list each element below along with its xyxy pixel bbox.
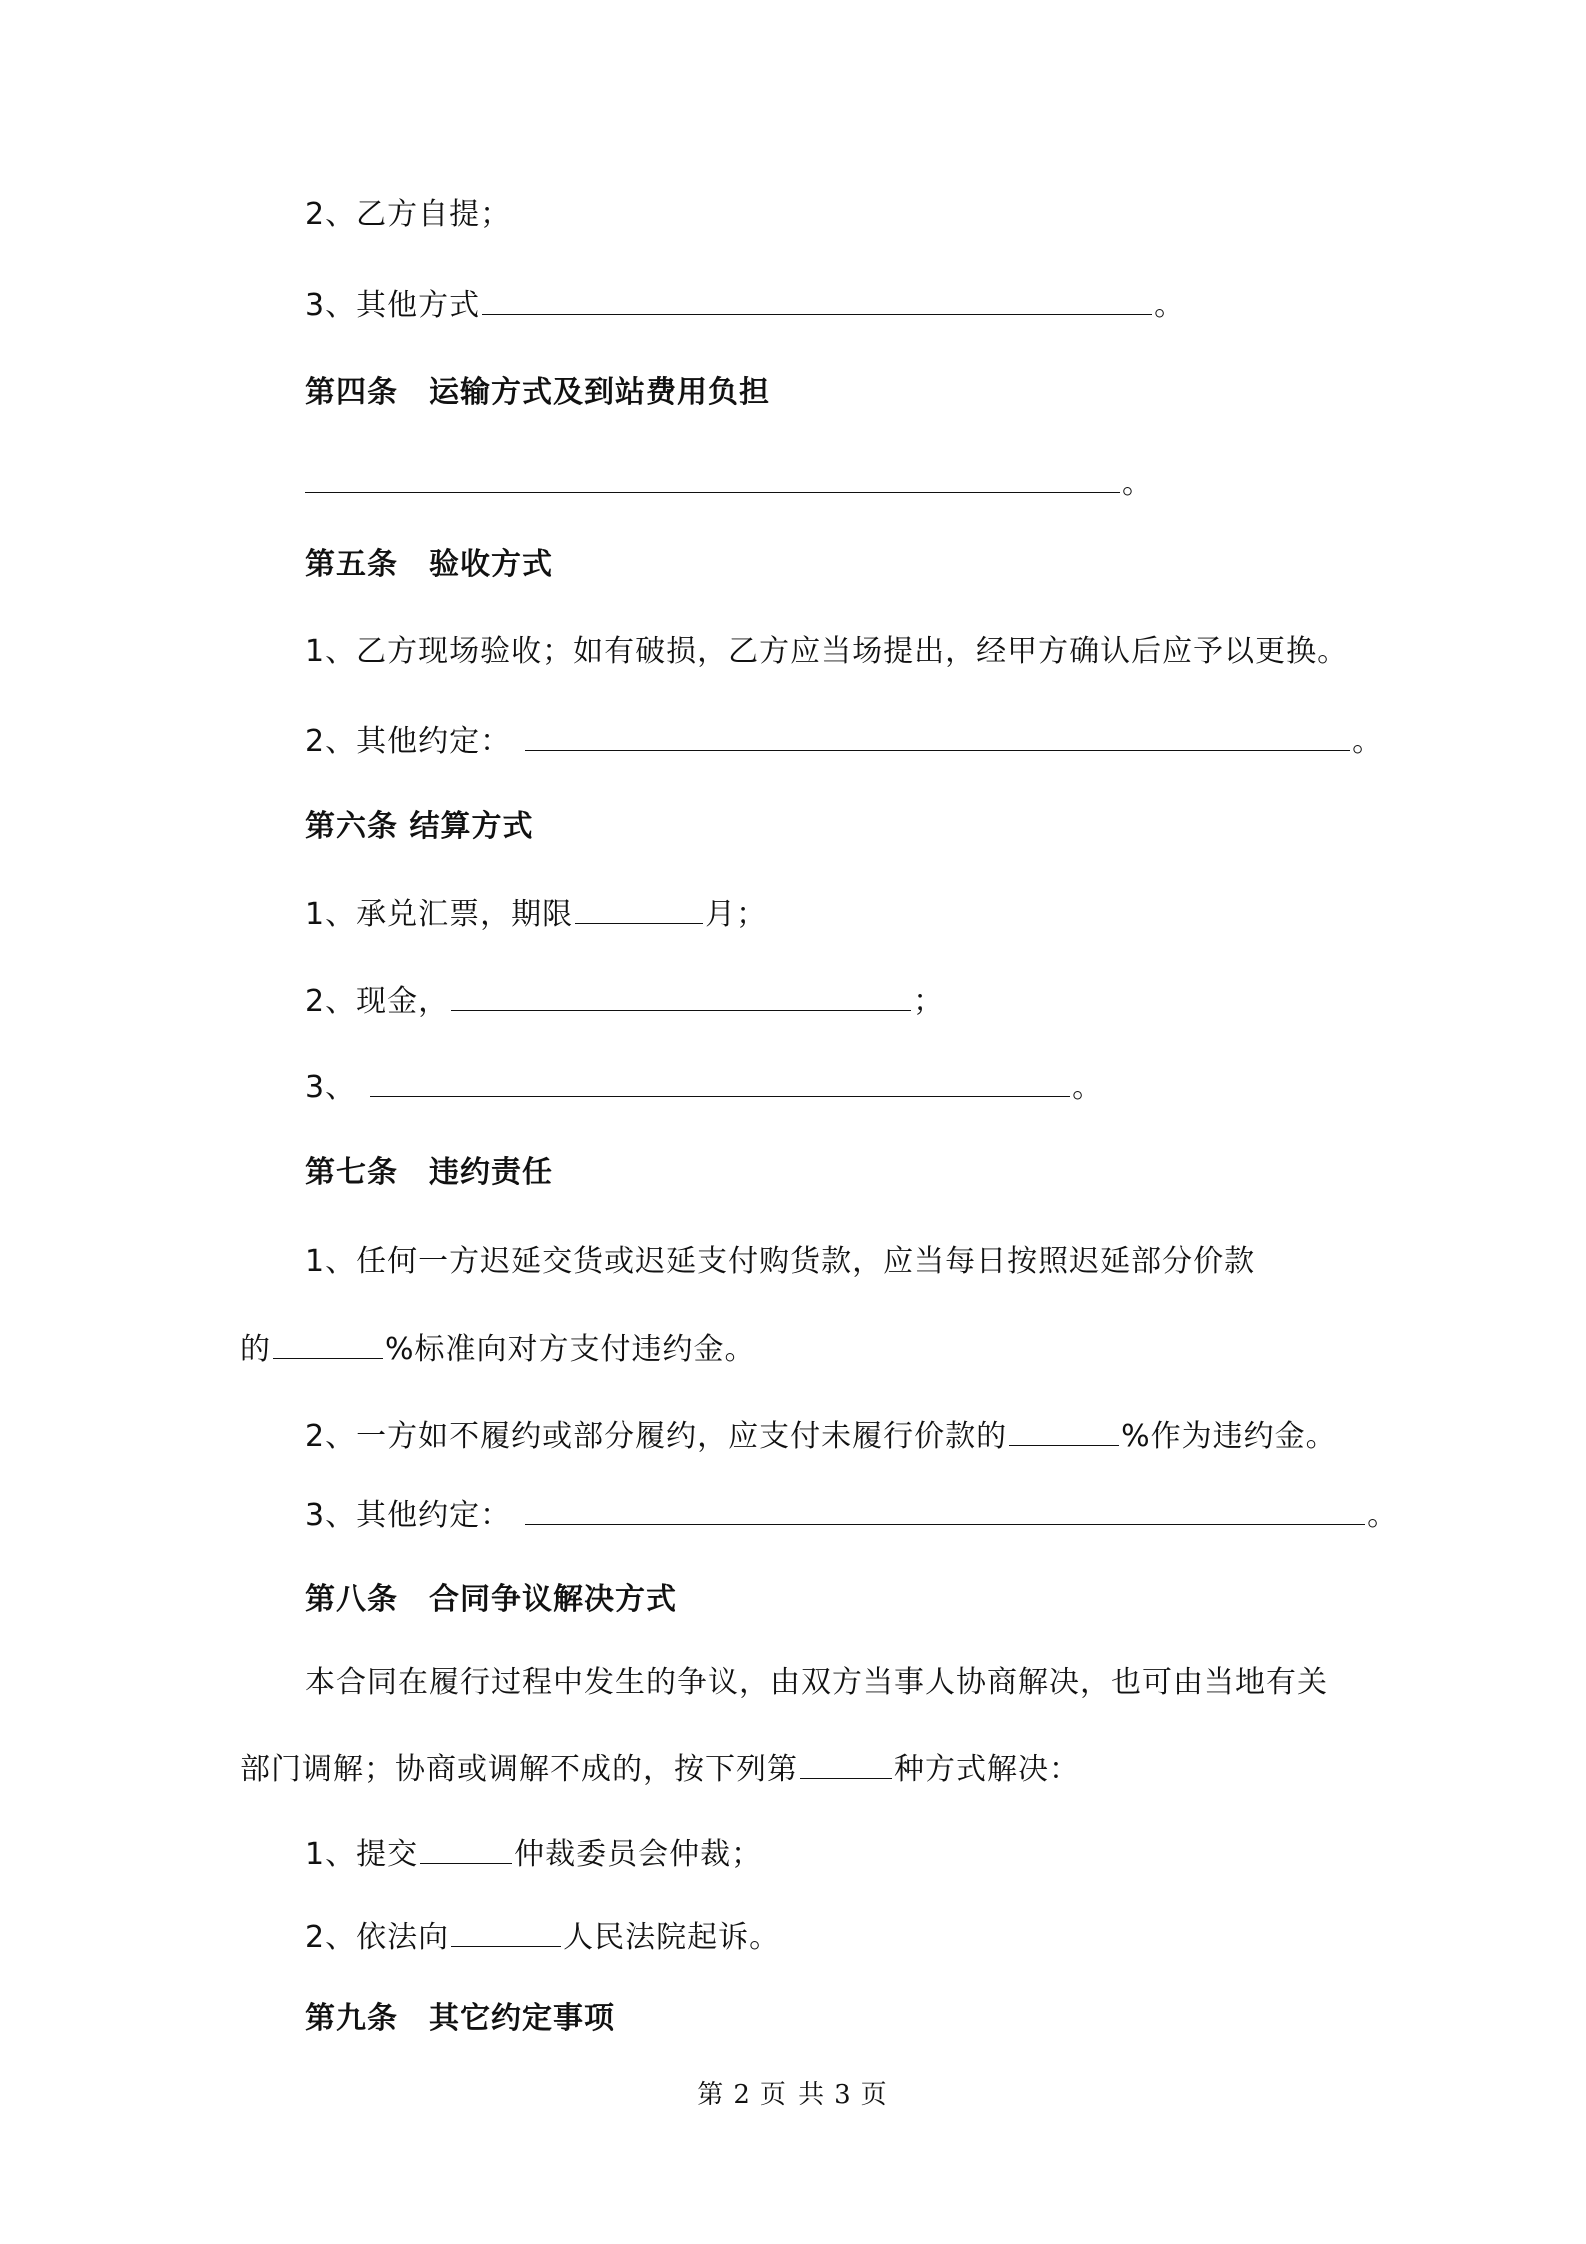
page-total: 3 — [834, 2080, 853, 2110]
fill-blank[interactable] — [305, 460, 1120, 493]
clause-5-item-1: 1、乙方现场验收；如有破损，乙方应当场提出，经甲方确认后应予以更换。 — [305, 634, 1349, 669]
clause-8-item-1: 1、提交 仲裁委员会仲裁； — [305, 1831, 762, 1875]
heading-clause-5: 第五条 验收方式 — [305, 547, 553, 582]
page-number: 2 — [733, 2080, 752, 2110]
heading-clause-4: 第四条 运输方式及到站费用负担 — [305, 375, 770, 410]
fill-blank[interactable] — [370, 1064, 1070, 1097]
clause-8-text: 本合同在履行过程中发生的争议，由双方当事人协商解决，也可由当地有关 — [305, 1665, 1328, 1700]
clause-7-item-2: 2、一方如不履约或部分履约，应支付未履行价款的 %作为违约金。 — [305, 1413, 1337, 1457]
clause-5-item-2: 2、其他约定： 。 — [305, 718, 1383, 762]
clause-6-item-1: 1、承兑汇票，期限 月； — [305, 891, 767, 935]
clause-6-item-3: 3、 。 — [305, 1064, 1103, 1108]
clause-8-item-2: 2、依法向 人民法院起诉。 — [305, 1914, 780, 1958]
page-footer: 第 2 页 共 3 页 — [697, 2080, 889, 2110]
clause-7-item-3: 3、其他约定： 。 — [305, 1492, 1398, 1536]
heading-clause-8: 第八条 合同争议解决方式 — [305, 1582, 677, 1617]
heading-clause-7: 第七条 违约责任 — [305, 1155, 553, 1190]
fill-blank[interactable] — [800, 1746, 892, 1779]
heading-clause-6: 第六条 结算方式 — [305, 809, 534, 844]
heading-clause-9: 第九条 其它约定事项 — [305, 2001, 615, 2036]
clause-7-item-1-cont: 的 %标准向对方支付违约金。 — [240, 1326, 756, 1370]
fill-blank[interactable] — [482, 282, 1152, 315]
clause-3-item-3: 3、其他方式 。 — [305, 282, 1185, 326]
fill-blank[interactable] — [420, 1831, 512, 1864]
clause-8-text-cont: 部门调解；协商或调解不成的，按下列第 种方式解决： — [240, 1746, 1080, 1790]
fill-blank[interactable] — [575, 891, 703, 924]
clause-6-item-2: 2、现金， ； — [305, 978, 944, 1022]
fill-blank[interactable] — [525, 718, 1350, 751]
fill-blank[interactable] — [1009, 1413, 1119, 1446]
fill-blank[interactable] — [273, 1326, 383, 1359]
fill-blank[interactable] — [451, 978, 911, 1011]
fill-blank[interactable] — [525, 1492, 1365, 1525]
fill-blank[interactable] — [451, 1914, 561, 1947]
clause-7-item-1: 1、任何一方迟延交货或迟延支付购货款，应当每日按照迟延部分价款 — [305, 1244, 1256, 1279]
clause-4-blank-line: 。 — [305, 460, 1153, 504]
clause-3-item-2: 2、乙方自提； — [305, 197, 512, 232]
